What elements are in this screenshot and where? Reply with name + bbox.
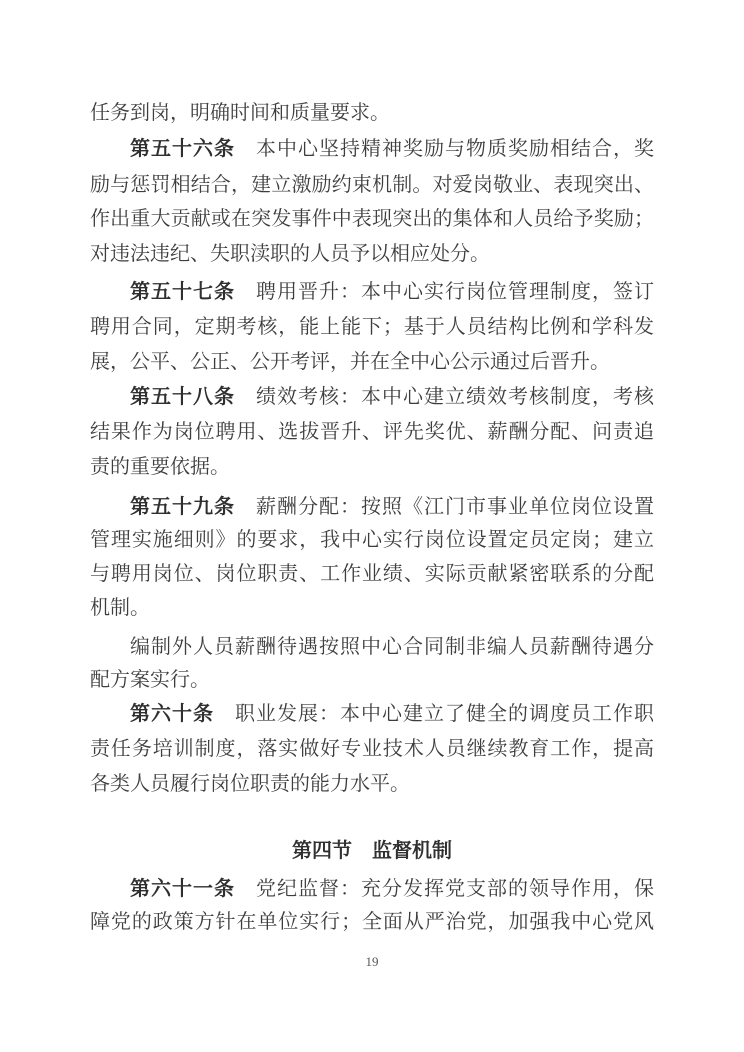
text-line xyxy=(90,905,654,940)
line-text: 职业发展：本中心建立了健全的调度员工作职 xyxy=(214,703,654,725)
section-heading: 第四节 监督机制 xyxy=(292,840,452,862)
article-number: 第五十八条 xyxy=(130,386,235,408)
line-text: 配方案实行。 xyxy=(90,669,210,691)
line-text: 与聘用岗位、岗位职责、工作业绩、实际贡献紧密联系的分配 xyxy=(90,563,654,585)
line-text: 本中心坚持精神奖励与物质奖励相结合，奖 xyxy=(235,138,654,160)
article-number: 第五十七条 xyxy=(130,281,235,303)
text-line xyxy=(90,767,654,802)
line-text: 各类人员履行岗位职责的能力水平。 xyxy=(90,773,410,795)
line-text: 聘用晋升：本中心实行岗位管理制度，签订 xyxy=(235,281,654,303)
article-number: 第六十条 xyxy=(130,703,214,725)
text-line xyxy=(90,663,654,698)
line-text: 管理实施细则》的要求，我中心实行岗位设置定员定岗；建立 xyxy=(90,529,654,551)
text-line xyxy=(90,380,654,415)
text-line xyxy=(90,237,654,272)
line-text: 机制。 xyxy=(90,597,150,619)
line-text: 任务到岗，明确时间和质量要求。 xyxy=(90,102,390,124)
text-line xyxy=(90,630,654,665)
text-line xyxy=(90,490,654,525)
text-line xyxy=(90,132,654,167)
text-line xyxy=(90,557,654,592)
text-line xyxy=(90,415,654,450)
line-text: 结果作为岗位聘用、选拔晋升、评先奖优、薪酬分配、问责追 xyxy=(90,421,654,443)
text-line xyxy=(90,345,654,380)
article-number: 第五十九条 xyxy=(130,496,235,518)
line-text: 对违法违纪、失职渎职的人员予以相应处分。 xyxy=(90,243,490,265)
line-text: 责任务培训制度，落实做好专业技术人员继续教育工作，提高 xyxy=(90,738,654,760)
text-line xyxy=(90,732,654,767)
line-text: 聘用合同，定期考核，能上能下；基于人员结构比例和学科发 xyxy=(90,316,654,338)
line-text: 励与惩罚相结合，建立激励约束机制。对爱岗敬业、表现突出、 xyxy=(90,174,654,196)
text-line xyxy=(90,697,654,732)
article-number: 第六十一条 xyxy=(130,878,235,900)
text-line xyxy=(90,523,654,558)
line-text: 党纪监督：充分发挥党支部的领导作用，保 xyxy=(235,878,654,900)
line-text: 编制外人员薪酬待遇按照中心合同制非编人员薪酬待遇分 xyxy=(130,636,654,658)
line-text: 作出重大贡献或在突发事件中表现突出的集体和人员给予奖励； xyxy=(90,208,654,230)
text-line xyxy=(90,310,654,345)
text-line xyxy=(90,591,654,626)
line-text: 障党的政策方针在单位实行；全面从严治党，加强我中心党风 xyxy=(90,911,654,933)
line-text: 薪酬分配：按照《江门市事业单位岗位设置 xyxy=(235,496,654,518)
text-line xyxy=(90,275,654,310)
text-line xyxy=(90,202,654,237)
text-line xyxy=(90,96,654,131)
article-number: 第五十六条 xyxy=(130,138,235,160)
line-text: 责的重要依据。 xyxy=(90,456,230,478)
text-line xyxy=(90,450,654,485)
page-number: 19 xyxy=(365,954,379,969)
text-line xyxy=(90,168,654,203)
line-text: 展，公平、公正、公开考评，并在全中心公示通过后晋升。 xyxy=(90,351,610,373)
line-text: 绩效考核：本中心建立绩效考核制度，考核 xyxy=(235,386,654,408)
text-line xyxy=(90,872,654,907)
